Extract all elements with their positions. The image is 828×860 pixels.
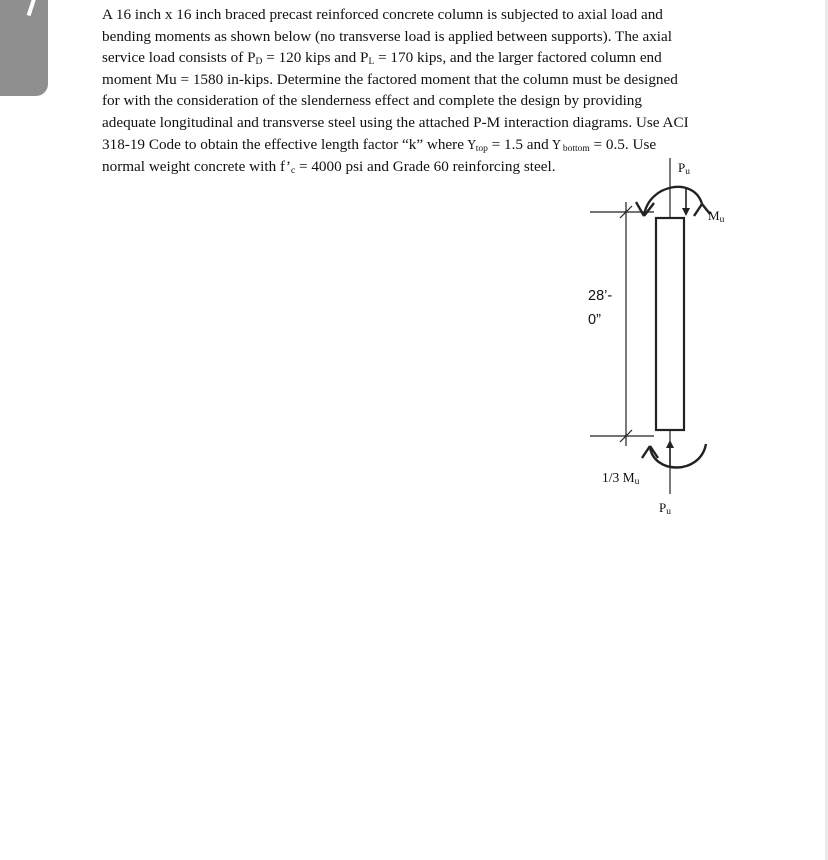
- text: 1/3 M: [602, 470, 635, 485]
- bottom-axial-load-label: [659, 500, 671, 516]
- problem-line-5: for with the consideration of the slenderness effect and complete the design by providing: [102, 92, 642, 110]
- text: service load consists of P: [102, 49, 256, 67]
- length-line-2: 0”: [588, 312, 601, 328]
- problem-line-2: bending moments as shown below (no transverse load is applied between supports). The axial: [102, 27, 672, 45]
- top-moment-label: [708, 208, 724, 224]
- subscript-c: c: [290, 166, 296, 177]
- subscript: u: [719, 215, 725, 225]
- problem-line-4: moment Mu = 1580 in-kips. Determine the factored moment that the column must be designed: [102, 70, 678, 88]
- column-rectangle: [656, 218, 684, 430]
- problem-line-1: A 16 inch x 16 inch braced precast reinforced concrete column is subjected to axial load and: [102, 6, 663, 23]
- top-moment-arrow-right: [694, 204, 702, 216]
- text: = 170 kips, and the larger factored column end: [374, 49, 662, 67]
- top-moment-arrow-left-2: [636, 202, 644, 216]
- subscript: u: [685, 167, 690, 177]
- text: = 1.5 and: [487, 135, 553, 153]
- subscript: u: [634, 477, 640, 487]
- text: 318-19 Code to obtain the effective length factor “k” where: [102, 135, 468, 153]
- text: P: [659, 500, 667, 515]
- subscript-d: D: [255, 57, 263, 68]
- text: M: [708, 208, 720, 223]
- subscript: u: [666, 507, 671, 517]
- text: normal weight concrete with f’: [102, 158, 291, 176]
- gamma-symbol: Υ: [552, 137, 561, 152]
- bottom-moment-arrow-left: [642, 446, 650, 458]
- problem-line-6: adequate longitudinal and transverse steel using the attached P-M interaction diagrams. Use ACI: [102, 113, 689, 131]
- text: = 4000 psi and Grade 60 reinforcing steel.: [295, 158, 556, 176]
- subscript-l: L: [368, 57, 375, 68]
- bottom-moment-arc: [650, 444, 706, 468]
- subscript-top: top: [475, 143, 488, 154]
- top-axial-load-label: [678, 160, 690, 176]
- length-line-1: 28’-: [588, 288, 613, 304]
- text: P: [678, 160, 686, 175]
- column-length-label: [588, 284, 612, 332]
- text: = 120 kips and P: [262, 49, 369, 67]
- subscript-bottom: bottom: [560, 143, 590, 154]
- bottom-moment-label: [602, 470, 639, 486]
- text: = 0.5. Use: [589, 135, 657, 153]
- gamma-symbol: Υ: [467, 137, 476, 152]
